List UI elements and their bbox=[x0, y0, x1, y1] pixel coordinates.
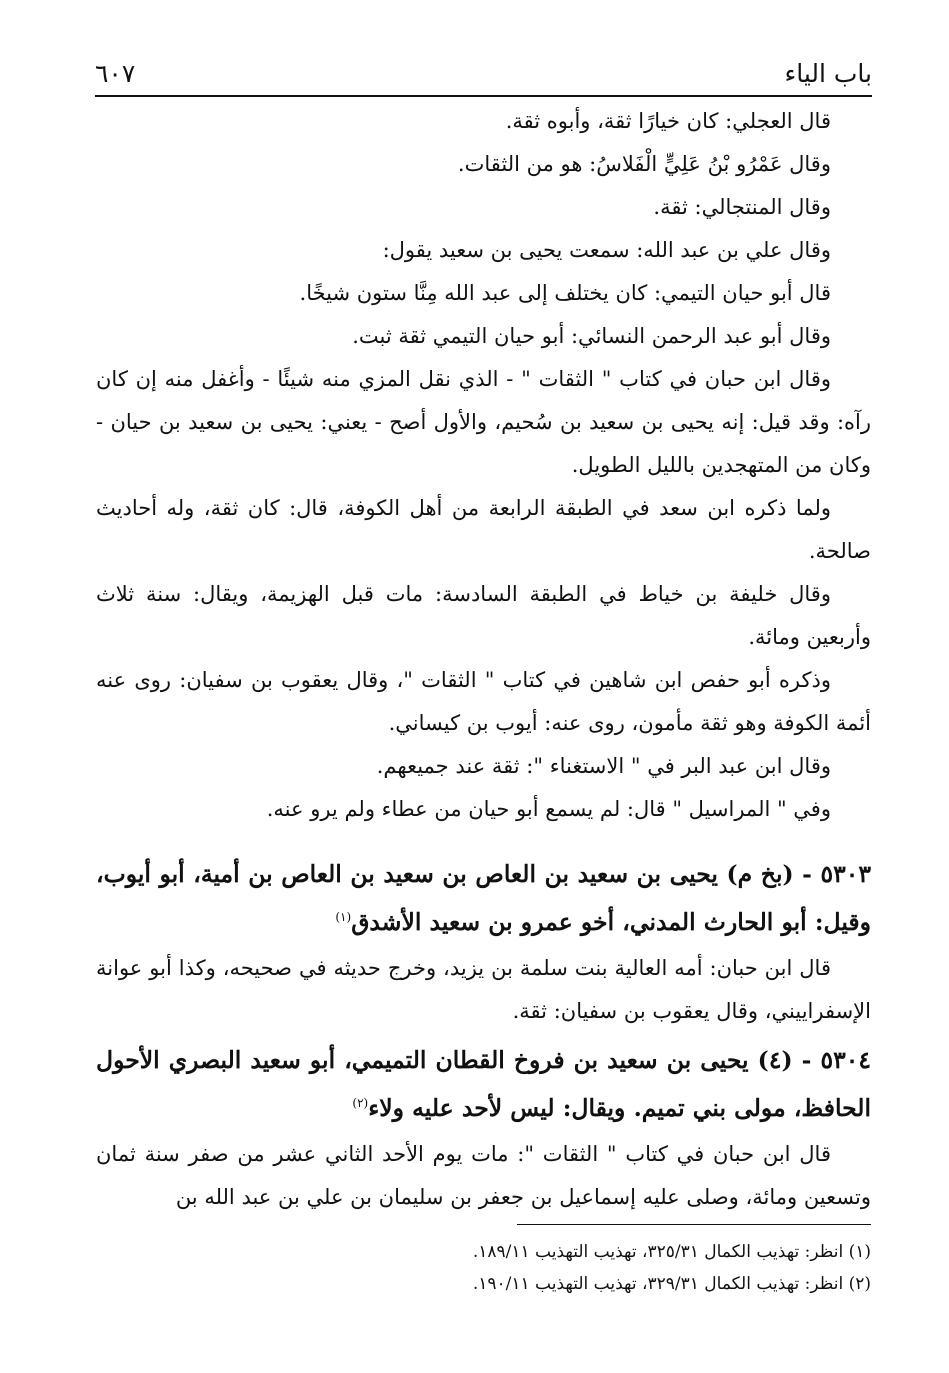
paragraph: ولما ذكره ابن سعد في الطبقة الرابعة من أهل الكوفة، قال: كان ثقة، وله أحاديث صالحة. bbox=[96, 496, 871, 563]
paragraph: وذكره أبو حفص ابن شاهين في كتاب " الثقات "، وقال يعقوب بن سفيان: روى عنه أئمة الكوفة وهو ثقة مأمون، روى عنه: أيوب بن كيساني. bbox=[96, 668, 871, 735]
paragraph: قال العجلي: كان خيارًا ثقة، وأبوه ثقة. bbox=[505, 109, 831, 133]
header-rule bbox=[95, 95, 872, 97]
entry-text-5303: قال ابن حبان: أمه العالية بنت سلمة بن يزيد، وخرج حديثه في صحيحه، وكذا أبو عوانة الإسفراييني، وقال يعقوب بن سفيان: ثقة. bbox=[96, 956, 871, 1023]
paragraph: وقال علي بن عبد الله: سمعت يحيى بن سعيد يقول: bbox=[382, 238, 831, 262]
paragraph: وقال أبو عبد الرحمن النسائي: أبو حيان التيمي ثقة ثبت. bbox=[352, 324, 831, 348]
paragraph: وقال خليفة بن خياط في الطبقة السادسة: مات قبل الهزيمة، ويقال: سنة ثلاث وأربعين ومائة. bbox=[96, 582, 871, 649]
entry-heading-text: ٥٣٠٣ - (بخ م) يحيى بن سعيد بن العاص بن سعيد بن العاص بن أمية، أبو أيوب، وقيل: أبو الحارث المدني، أخو عمرو بن سعيد الأشدق bbox=[96, 860, 871, 936]
paragraph: وقال ابن عبد البر في " الاستغناء ": ثقة عند جميعهم. bbox=[376, 754, 831, 778]
footnote-rule bbox=[517, 1224, 871, 1225]
paragraph: قال أبو حيان التيمي: كان يختلف إلى عبد الله مِنَّا ستون شيخًا. bbox=[299, 281, 831, 305]
footnote: (١) انظر: تهذيب الكمال ٣٢٥/٣١، تهذيب التهذيب ١٨٩/١١. bbox=[472, 1242, 871, 1262]
entry-text-5304: قال ابن حبان في كتاب " الثقات ": مات يوم الأحد الثاني عشر من صفر سنة ثمان وتسعين ومائة، وصلى عليه إسماعيل بن جعفر بن سليمان بن علي بن عبد الله بن bbox=[96, 1142, 871, 1209]
entry-heading-5303 bbox=[96, 850, 871, 946]
footnote-mark: (٢) bbox=[352, 1096, 369, 1111]
entry-heading-5304 bbox=[96, 1036, 871, 1132]
footnote: (٢) انظر: تهذيب الكمال ٣٢٩/٣١، تهذيب التهذيب ١٩٠/١١. bbox=[472, 1274, 871, 1294]
section-title: باب الياء bbox=[784, 58, 872, 88]
paragraph: وقال المنتجالي: ثقة. bbox=[653, 195, 831, 219]
paragraph: وقال عَمْرُو بْنُ عَلِيٍّ الْفَلاسُ: هو من الثقات. bbox=[457, 152, 831, 176]
main-text bbox=[96, 100, 871, 831]
entry-heading-text: ٥٣٠٤ - (٤) يحيى بن سعيد بن فروخ القطان التميمي، أبو سعيد البصري الأحول الحافظ، مولى بني تميم. ويقال: ليس لأحد عليه ولاء bbox=[96, 1046, 871, 1122]
page-number: ٦٠٧ bbox=[95, 58, 136, 88]
footnotes bbox=[300, 1236, 871, 1300]
footnote-mark: (١) bbox=[335, 910, 352, 925]
paragraph: وقال ابن حبان في كتاب " الثقات " - الذي نقل المزي منه شيئًا - وأغفل منه إن كان رآه: وقد قيل: إنه يحيى بن سعيد بن سُحيم، والأول أصح - يعني: يحيى بن سعيد بن حيان - وكان من المتهجدين بالليل الطويل. bbox=[96, 367, 871, 477]
page-header bbox=[95, 52, 872, 94]
paragraph: وفي " المراسيل " قال: لم يسمع أبو حيان من عطاء ولم يرو عنه. bbox=[266, 797, 831, 821]
